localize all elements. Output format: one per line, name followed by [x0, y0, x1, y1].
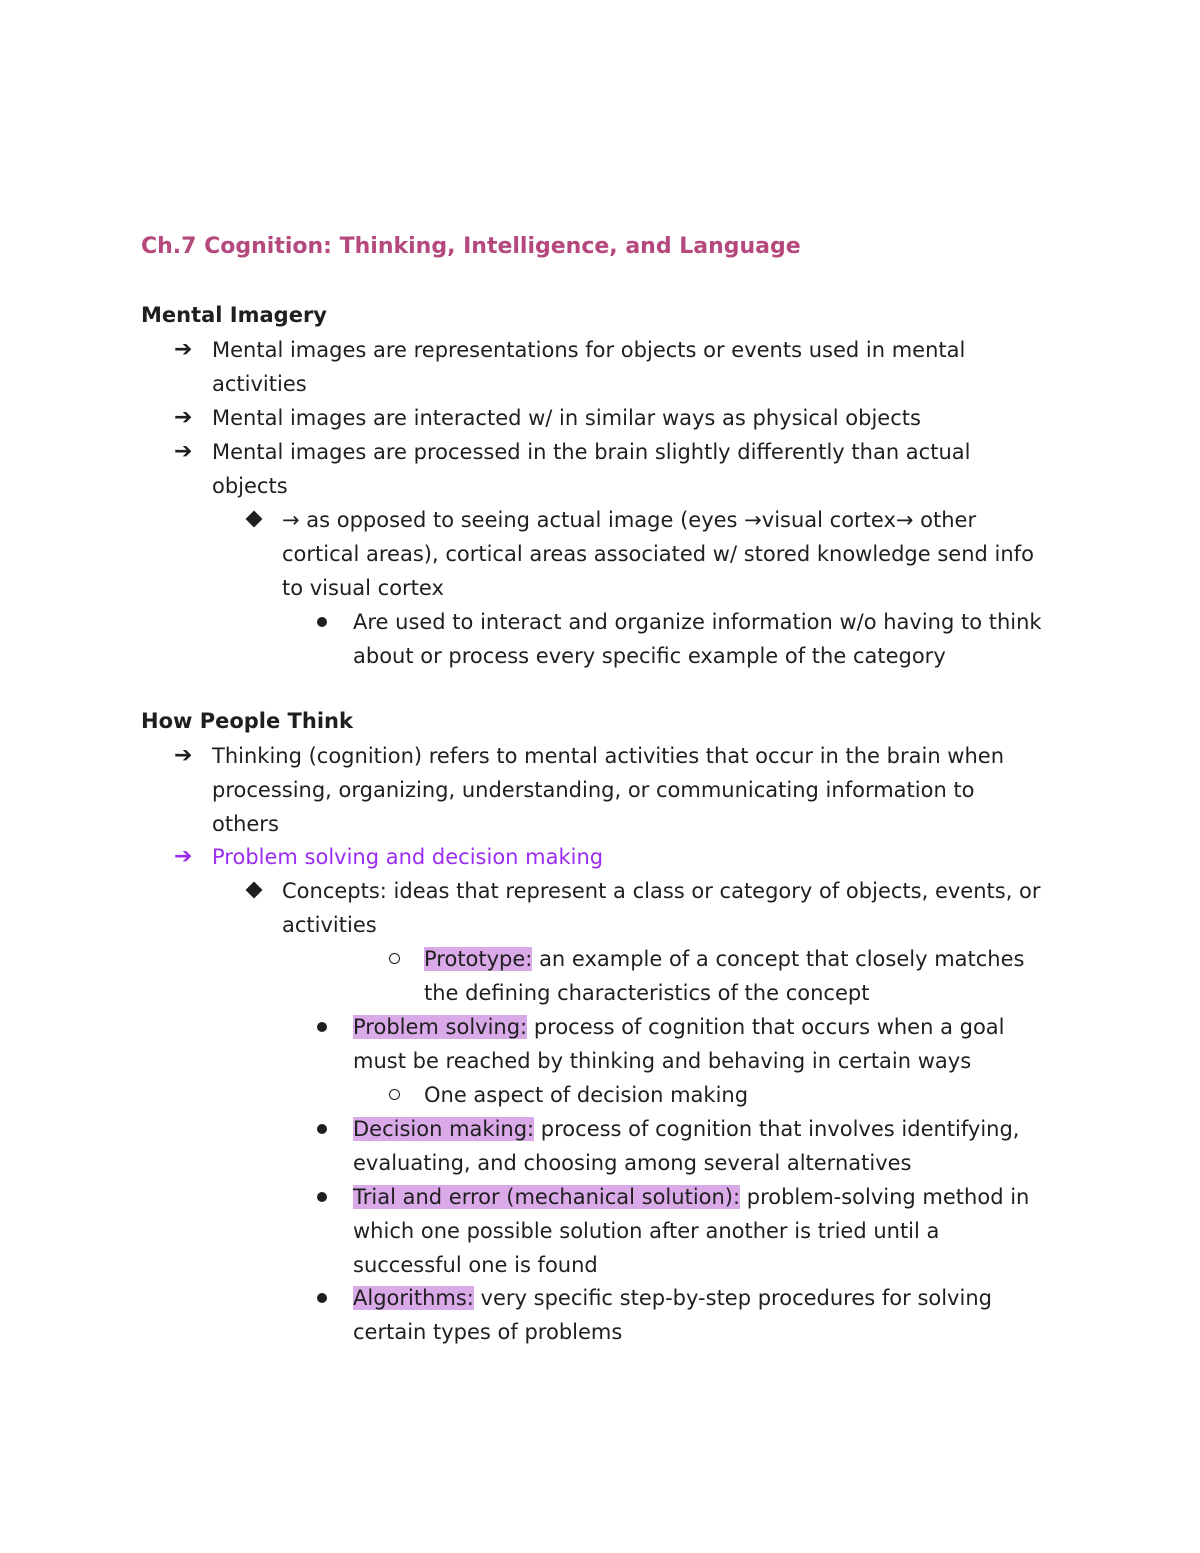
list-item — [282, 874, 1052, 942]
list-item-text: One aspect of decision making — [424, 1083, 749, 1107]
list-item — [282, 503, 1052, 605]
list-item-text: Mental images are processed in the brain slightly differently than actual objects — [212, 440, 971, 498]
term-prototype: Prototype: — [424, 947, 533, 971]
section-heading-how-people-think: How People Think — [141, 709, 353, 733]
list-item — [212, 401, 1042, 435]
arrow-right-icon: ➔ — [174, 405, 193, 430]
list-item — [424, 1078, 1064, 1112]
disc-bullet-icon — [317, 1010, 327, 1044]
list-item — [212, 840, 1042, 874]
list-item — [212, 333, 1042, 401]
list-item-text: Concepts: ideas that represent a class or category of objects, events, or activities — [282, 879, 1041, 937]
list-item-text: Mental images are representations for objects or events used in mental activities — [212, 338, 966, 396]
arrow-right-icon: ➔ — [174, 337, 193, 362]
term-problem-solving: Problem solving: — [353, 1015, 528, 1039]
list-item — [353, 605, 1053, 673]
list-item — [212, 435, 1042, 503]
disc-bullet-icon — [317, 605, 327, 639]
list-item-text: Are used to interact and organize information w/o having to think about or process every specific example of the category — [353, 610, 1042, 668]
list-item — [424, 942, 1064, 1010]
list-item — [212, 739, 1042, 841]
term-decision-making: Decision making: — [353, 1117, 535, 1141]
definition-decision-making: process of cognition that involves identifying, evaluating, and choosing among several alternatives — [353, 1117, 1020, 1175]
list-item — [353, 1281, 1053, 1349]
arrow-right-icon: ➔ — [174, 844, 193, 869]
disc-bullet-icon — [317, 1180, 327, 1214]
list-item-text: Mental images are interacted w/ in similar ways as physical objects — [212, 406, 921, 430]
list-item-text: Thinking (cognition) refers to mental activities that occur in the brain when processing, organizing, understanding, or communicating information to others — [212, 744, 1005, 836]
definition-problem-solving: process of cognition that occurs when a goal must be reached by thinking and behaving in certain ways — [353, 1015, 1005, 1073]
diamond-bullet-icon — [248, 874, 260, 908]
disc-bullet-icon — [317, 1281, 327, 1315]
list-item-text: → as opposed to seeing actual image (eyes →visual cortex→ other cortical areas), cortical areas associated w/ stored knowledge send info to visual cortex — [282, 508, 1034, 600]
diamond-bullet-icon — [248, 503, 260, 537]
list-item — [353, 1010, 1053, 1078]
definition-prototype: an example of a concept that closely matches the defining characteristics of the concept — [424, 947, 1025, 1005]
page-title: Ch.7 Cognition: Thinking, Intelligence, and Language — [141, 234, 801, 259]
circle-bullet-icon — [389, 1078, 400, 1112]
definition-trial-and-error: problem-solving method in which one possible solution after another is tried until a successful one is found — [353, 1185, 1030, 1277]
definition-algorithms: very specific step-by-step procedures for solving certain types of problems — [353, 1286, 992, 1344]
section-heading-mental-imagery: Mental Imagery — [141, 303, 327, 327]
list-item — [353, 1112, 1053, 1180]
arrow-right-icon: ➔ — [174, 743, 193, 768]
circle-bullet-icon — [389, 942, 400, 976]
list-item — [353, 1180, 1053, 1282]
term-algorithms: Algorithms: — [353, 1286, 474, 1310]
arrow-right-icon: ➔ — [174, 439, 193, 464]
list-item-text: Problem solving and decision making — [212, 845, 604, 869]
disc-bullet-icon — [317, 1112, 327, 1146]
term-trial-and-error: Trial and error (mechanical solution): — [353, 1185, 741, 1209]
